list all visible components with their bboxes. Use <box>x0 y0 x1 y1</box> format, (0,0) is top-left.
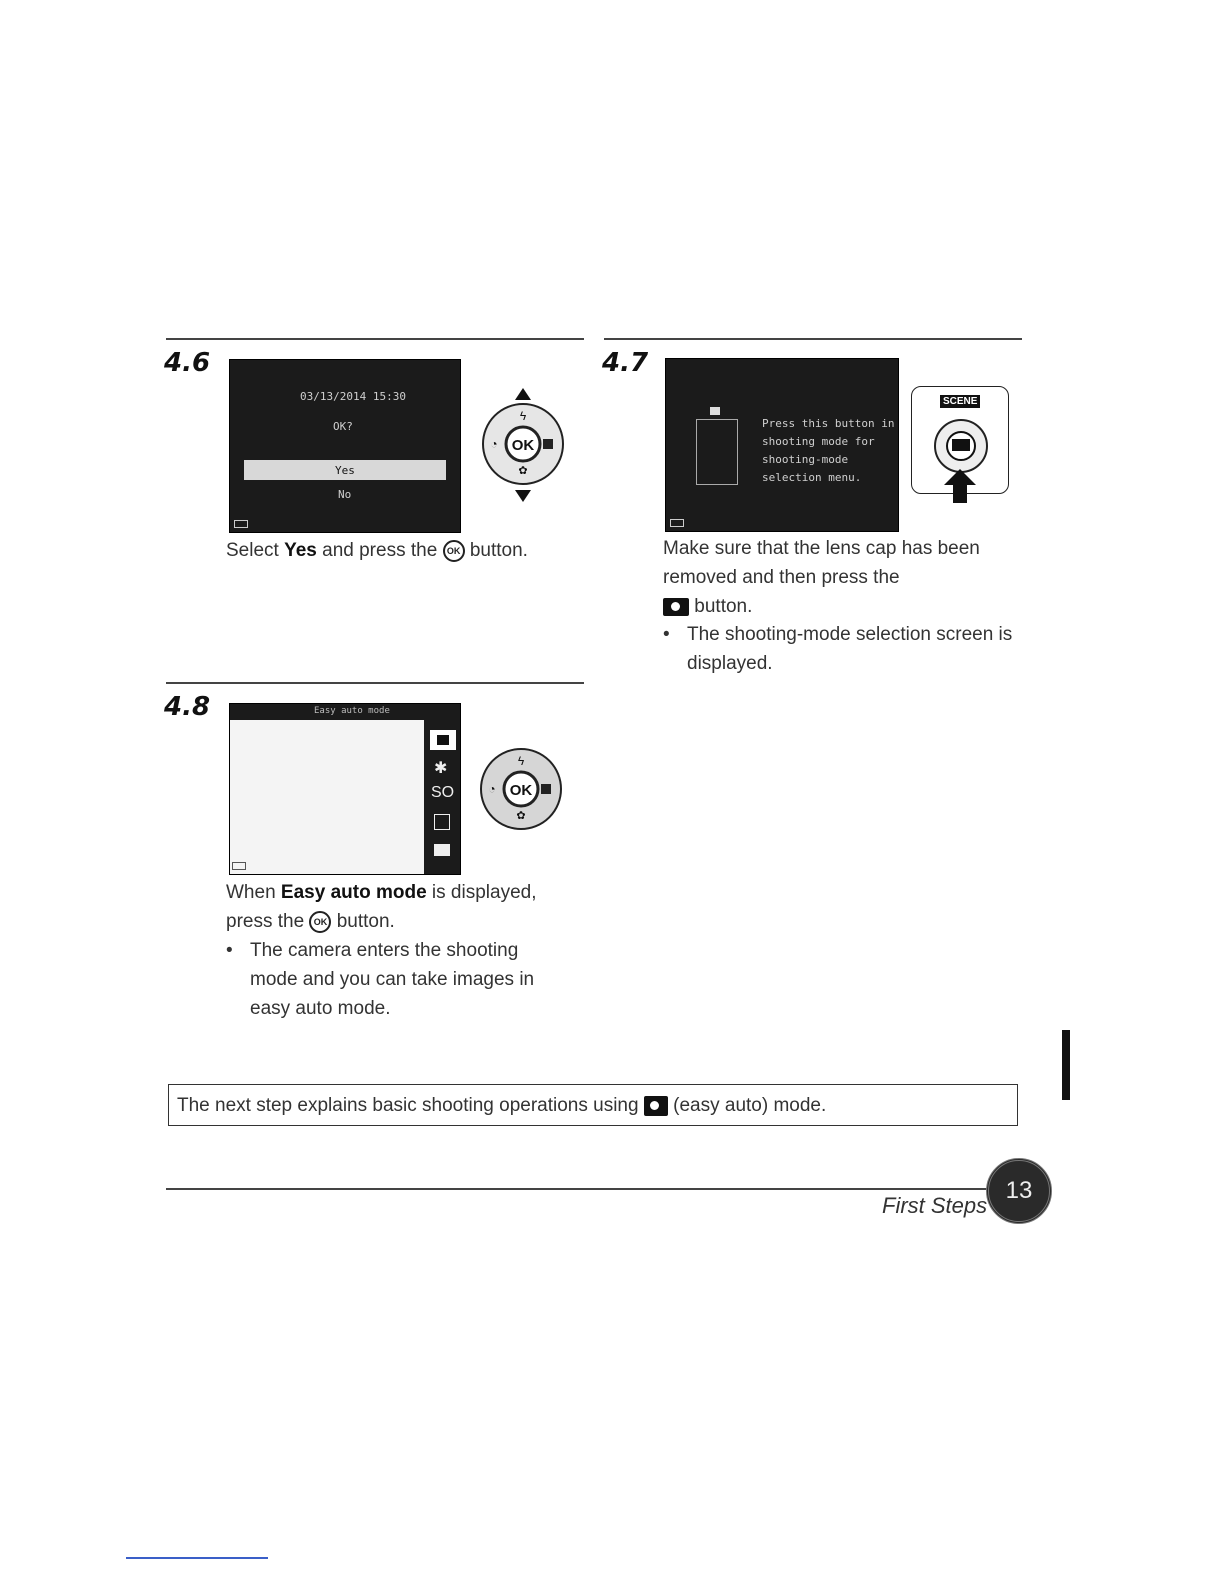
page-number-badge: 13 <box>986 1158 1052 1224</box>
bottom-link-underline[interactable] <box>126 1557 268 1559</box>
no-option: No <box>338 488 352 501</box>
easy-auto-bold: Easy auto mode <box>280 882 427 903</box>
yes-option-label: Yes <box>335 464 355 477</box>
camera-diagram <box>696 419 738 485</box>
svg-text:✿: ✿ <box>516 810 526 822</box>
footer-rule <box>166 1188 992 1190</box>
svg-text:◔: ◔ <box>488 782 496 796</box>
svg-text:ϟ: ϟ <box>519 409 527 423</box>
multi-selector-icon <box>478 384 568 504</box>
step-46-instruction: Select Yes and press the OK button. <box>226 540 528 561</box>
arrow-up-icon <box>942 469 978 505</box>
step-number: 4.7 <box>602 348 649 378</box>
tip-line-2: shooting mode for <box>762 435 875 448</box>
easy-auto-icon <box>430 730 456 750</box>
multi-selector-icon <box>476 744 566 834</box>
svg-text:OK: OK <box>511 437 535 454</box>
svg-text:✿: ✿ <box>518 465 528 477</box>
ok-button-icon: OK <box>309 911 331 933</box>
svg-text:OK: OK <box>509 782 533 799</box>
svg-text:◔: ◔ <box>490 437 498 451</box>
mode-strip <box>424 720 460 874</box>
arrow-down-icon <box>515 490 531 502</box>
step-47-bullet: • The shooting-mode selection screen is displayed. <box>687 620 1027 678</box>
tip-line-4: selection menu. <box>762 471 862 484</box>
so-mode-label: SO <box>431 784 455 801</box>
auto-mode-icon <box>434 844 450 856</box>
section-title: First Steps <box>882 1193 988 1218</box>
step-47-instruction: Make sure that the lens cap has been removed and then press the button. <box>663 538 980 617</box>
ok-button-icon: OK <box>443 540 465 562</box>
camera-screen-tip <box>665 358 899 532</box>
smart-portrait-icon <box>434 814 450 830</box>
section-rule <box>604 338 1022 340</box>
camera-button-icon <box>934 419 988 473</box>
step-48-bullet: • The camera enters the shooting mode and you can take images in easy auto mode. <box>250 936 570 1023</box>
scene-button-label: SCENE <box>940 395 980 408</box>
tip-line-1: Press this button in <box>762 417 895 430</box>
ok-prompt: OK? <box>333 420 353 433</box>
step-48-instruction: When Easy auto mode is displayed, press the OK button. <box>226 882 537 932</box>
camera-mode-icon <box>710 407 720 415</box>
next-step-note: The next step explains basic shooting operations using (easy auto) mode. <box>168 1084 1018 1126</box>
yes-bold: Yes <box>284 540 317 561</box>
scene-icon: ✱ <box>434 760 448 777</box>
section-rule <box>166 338 584 340</box>
easy-auto-title: Easy auto mode <box>314 706 390 716</box>
camera-icon <box>663 598 689 616</box>
datetime-text: 03/13/2014 15:30 <box>300 390 406 403</box>
chapter-tab-marker <box>1062 1030 1070 1100</box>
camera-screen-mode-select <box>229 703 461 875</box>
arrow-up-icon <box>515 388 531 400</box>
step-number: 4.6 <box>164 348 211 378</box>
screen-header <box>230 704 460 720</box>
camera-screen-confirm <box>229 359 461 533</box>
easy-auto-icon <box>644 1096 668 1116</box>
section-rule <box>166 682 584 684</box>
tip-line-3: shooting-mode <box>762 453 849 466</box>
camera-button-diagram <box>911 386 1009 494</box>
step-number: 4.8 <box>164 692 211 722</box>
battery-icon <box>234 520 248 528</box>
battery-icon <box>670 519 684 527</box>
svg-text:ϟ: ϟ <box>517 754 525 768</box>
battery-icon <box>232 862 246 870</box>
